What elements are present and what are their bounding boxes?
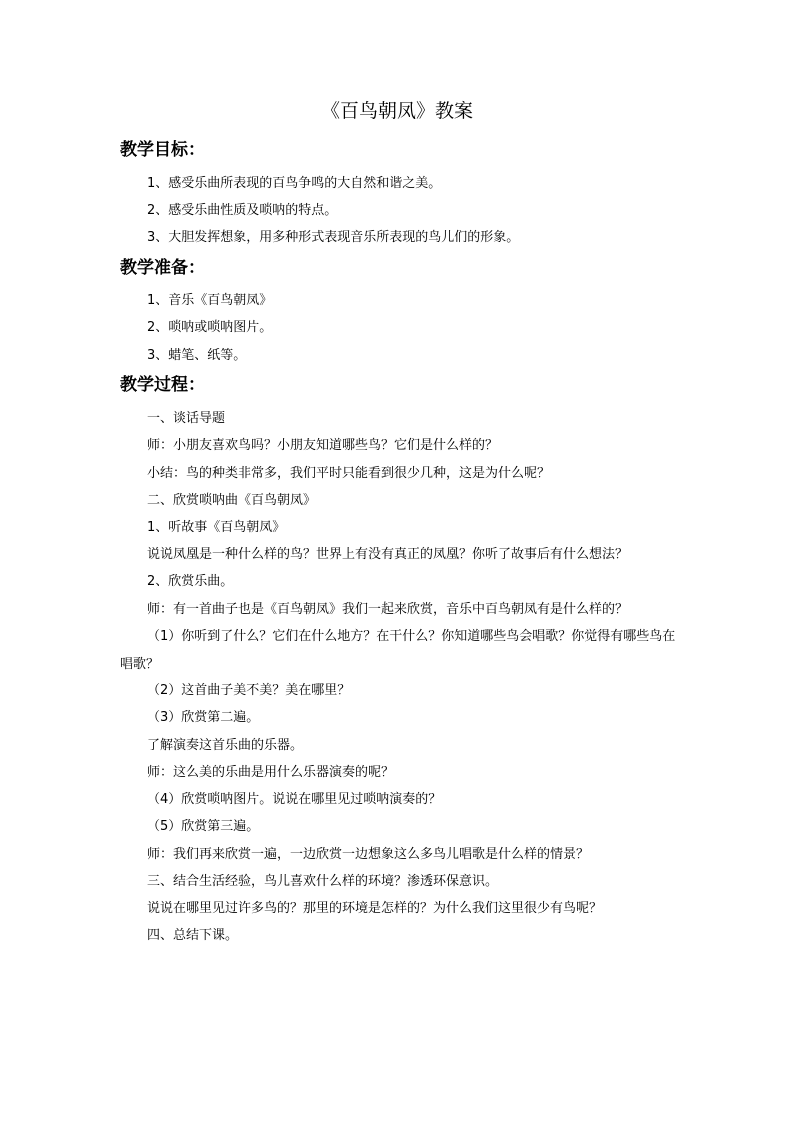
process-line: 一、谈话导题: [147, 411, 226, 426]
process-line: （5）欣赏第三遍。: [147, 819, 260, 834]
prep-item-3: 3、蜡笔、纸等。: [147, 348, 247, 363]
process-line: 师：有一首曲子也是《百鸟朝凤》我们一起来欣赏，音乐中百鸟朝凤有是什么样的？: [147, 602, 629, 617]
process-line: 师：这么美的乐曲是用什么乐器演奏的呢？: [147, 765, 395, 780]
process-line: 了解演奏这首乐曲的乐器。: [147, 738, 304, 753]
process-line: 师：我们再来欣赏一遍，一边欣赏一边想象这么多鸟儿唱歌是什么样的情景？: [147, 847, 590, 862]
document-title: 《百鸟朝凤》教案: [320, 100, 473, 122]
process-line: 师：小朋友喜欢鸟吗？小朋友知道哪些鸟？它们是什么样的？: [147, 438, 499, 453]
process-line: （4）欣赏唢呐图片。说说在哪里见过唢呐演奏的？: [147, 792, 442, 807]
prep-item-2: 2、唢呐或唢呐图片。: [147, 320, 273, 335]
process-line: 说说凤凰是一种什么样的鸟？世界上有没有真正的凤凰？你听了故事后有什么想法？: [147, 547, 629, 562]
process-line: 四、总结下课。: [147, 928, 239, 943]
goal-item-3: 3、大胆发挥想象，用多种形式表现音乐所表现的鸟儿们的形象。: [147, 230, 520, 245]
process-heading: 教学过程：: [120, 375, 205, 395]
process-line-wrapped: （1）你听到了什么？它们在什么地方？在干什么？你知道哪些鸟会唱歌？你觉得有哪些鸟在唱歌？: [120, 629, 676, 672]
process-line: 2、欣赏乐曲。: [147, 574, 234, 589]
process-line: 二、欣赏唢呐曲《百鸟朝凤》: [147, 493, 317, 508]
prep-item-1: 1、音乐《百鸟朝凤》: [147, 293, 273, 308]
goal-item-1: 1、感受乐曲所表现的百鸟争鸣的大自然和谐之美。: [147, 176, 442, 191]
process-line: （2）这首曲子美不美？美在哪里？: [147, 683, 351, 698]
process-line: （3）欣赏第二遍。: [147, 710, 260, 725]
process-line: 说说在哪里见过许多鸟的？那里的环境是怎样的？为什么我们这里很少有鸟呢？: [147, 901, 603, 916]
goal-item-2: 2、感受乐曲性质及唢呐的特点。: [147, 203, 338, 218]
prep-heading: 教学准备：: [120, 258, 205, 278]
process-line: 1、听故事《百鸟朝凤》: [147, 520, 286, 535]
process-line: 小结：鸟的种类非常多，我们平时只能看到很少几种，这是为什么呢？: [147, 466, 551, 481]
goals-heading: 教学目标：: [120, 140, 205, 160]
process-line: 三、结合生活经验，鸟儿喜欢什么样的环境？渗透环保意识。: [147, 874, 499, 889]
